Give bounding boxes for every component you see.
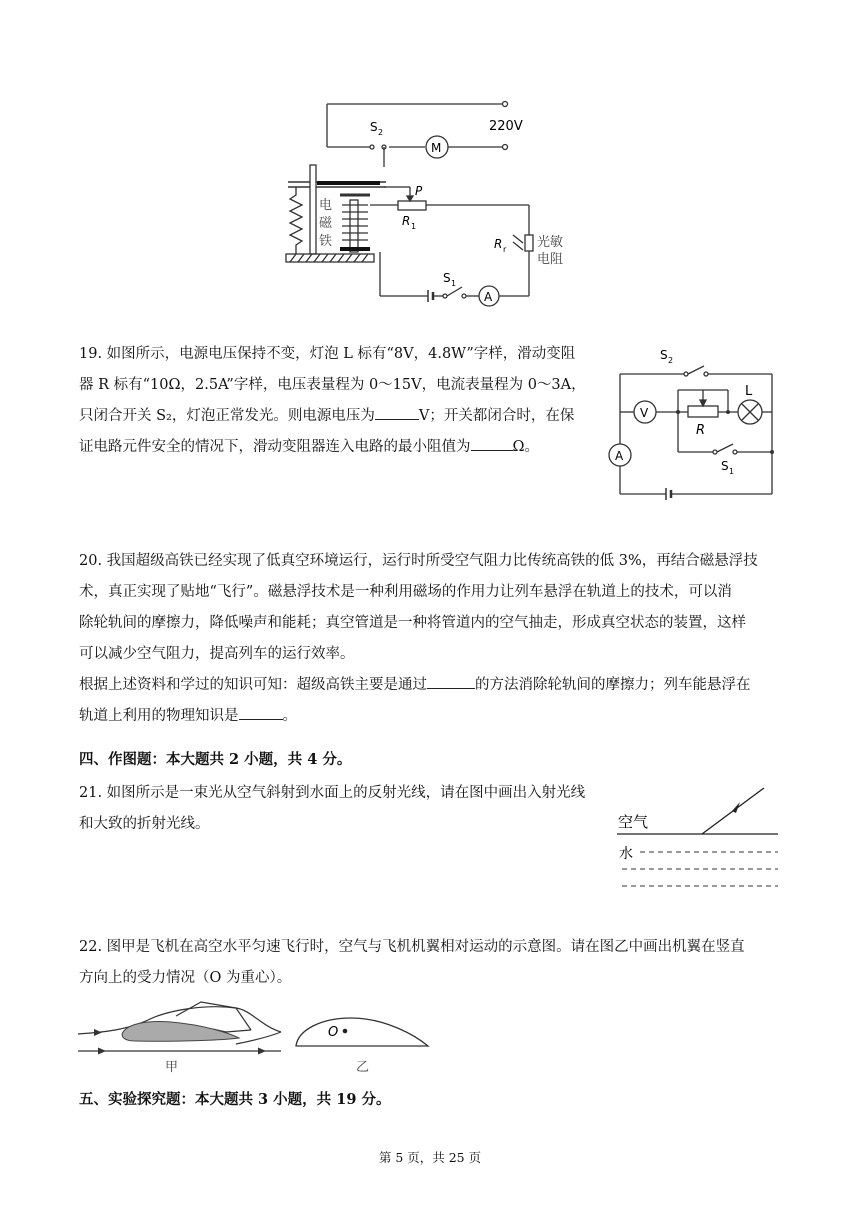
q19-line-4	[79, 432, 594, 463]
figure-yi-label: 乙	[356, 1060, 370, 1075]
q20-question-line-2	[79, 701, 779, 732]
q19-line-1: 19. 如图所示，电源电压保持不变，灯泡 L 标有“8V，4.8W”字样，滑动变阻	[79, 346, 576, 362]
r1-sub: 1	[411, 222, 417, 231]
q21-line-1: 21. 如图所示是一束光从空气斜射到水面上的反射光线，请在图中画出入射光线	[79, 785, 586, 801]
center-of-gravity-label: O	[328, 1025, 339, 1040]
ammeter-label: A	[484, 290, 493, 304]
photoresistor-label-2: 电阻	[537, 252, 564, 267]
voltage-label: 220V	[489, 119, 523, 134]
answer-blank-method[interactable]	[427, 675, 475, 689]
q20-q2-before: 轨道上利用的物理知识是	[79, 708, 239, 724]
section-4-heading: 四、作图题：本大题共 2 小题，共 4 分。	[79, 751, 352, 768]
q22-line-2: 方向上的受力情况（O 为重心）。	[79, 970, 292, 986]
rr-label: R	[494, 237, 503, 251]
p-label: P	[415, 184, 423, 198]
light-reflection-figure	[612, 786, 782, 894]
electromagnet-label-1: 电	[319, 198, 333, 213]
figure-jia-label: 甲	[165, 1060, 179, 1075]
q20-q1-before: 根据上述资料和学过的知识可知：超级高铁主要是通过	[79, 677, 427, 693]
q20-line-2: 术，真正实现了贴地“飞行”。磁悬浮技术是一种利用磁场的作用力让列车悬浮在轨道上的技术，可以消	[79, 584, 732, 600]
q20-question-line-1	[79, 670, 779, 701]
s1-sub: 1	[451, 279, 457, 288]
relay-circuit-figure	[280, 95, 564, 305]
rr-sub: r	[503, 245, 507, 254]
q19-circuit-figure	[600, 342, 790, 502]
s2-label: S	[660, 348, 668, 362]
voltmeter-label: V	[640, 406, 649, 420]
electromagnet-label-3: 铁	[319, 234, 333, 249]
answer-blank-voltage[interactable]	[375, 406, 419, 420]
q20-q1-after: 的方法消除轮轨间的摩擦力；列车能悬浮在	[475, 677, 751, 693]
s1-label: S	[721, 459, 729, 473]
q22-line-1: 22. 图甲是飞机在高空水平匀速飞行时，空气与飞机机翼相对运动的示意图。请在图乙中画出机翼在竖直	[79, 939, 745, 955]
motor-label: M	[431, 141, 442, 155]
s1-sub: 1	[729, 467, 735, 476]
question-19	[79, 339, 594, 463]
question-20	[79, 546, 779, 732]
page-footer: 第 5 页，共 25 页	[378, 1150, 482, 1165]
q19-line-4-text: 证电路元件安全的情况下，滑动变阻器连入电路的最小阻值为	[79, 439, 471, 455]
question-21	[79, 778, 599, 840]
q20-q2-after: 。	[282, 708, 297, 724]
q21-line-2: 和大致的折射光线。	[79, 816, 210, 832]
wing-figure	[76, 998, 436, 1076]
answer-blank-physics[interactable]	[239, 706, 283, 720]
rheostat-label: R	[696, 423, 706, 438]
lamp-label: L	[745, 384, 753, 399]
q19-line-4-after: Ω。	[512, 439, 540, 455]
q20-line-3: 除轮轨间的摩擦力，降低噪声和能耗；真空管道是一种将管道内的空气抽走，形成真空状态的装置，这样	[79, 615, 746, 631]
ammeter-label: A	[615, 449, 624, 463]
photoresistor-label-1: 光敏	[537, 235, 564, 250]
q20-line-1: 20. 我国超级高铁已经实现了低真空环境运行，运行时所受空气阻力比传统高铁的低 3%，再结合磁悬浮技	[79, 553, 758, 569]
s2-sub: 2	[668, 356, 674, 365]
air-label: 空气	[618, 813, 649, 831]
q19-line-2: 器 R 标有“10Ω，2.5A”字样，电压表量程为 0～15V，电流表量程为 0～3A，	[79, 377, 586, 393]
r1-label: R	[402, 214, 411, 228]
q19-line-3	[79, 401, 594, 432]
answer-blank-resistance[interactable]	[471, 437, 513, 451]
water-label: 水	[619, 846, 633, 862]
s2-sub: 2	[378, 128, 384, 137]
s2-label: S	[370, 120, 378, 134]
section-5-heading: 五、实验探究题：本大题共 3 小题，共 19 分。	[79, 1091, 391, 1108]
q19-line-3-text: 只闭合开关 S₂，灯泡正常发光。则电源电压为	[79, 408, 375, 424]
q19-line-3-after: V；开关都闭合时，在保	[418, 408, 575, 424]
s1-label: S	[443, 271, 451, 285]
electromagnet-label-2: 磁	[319, 216, 333, 231]
question-22	[79, 932, 779, 994]
q20-line-4: 可以减少空气阻力，提高列车的运行效率。	[79, 646, 355, 662]
